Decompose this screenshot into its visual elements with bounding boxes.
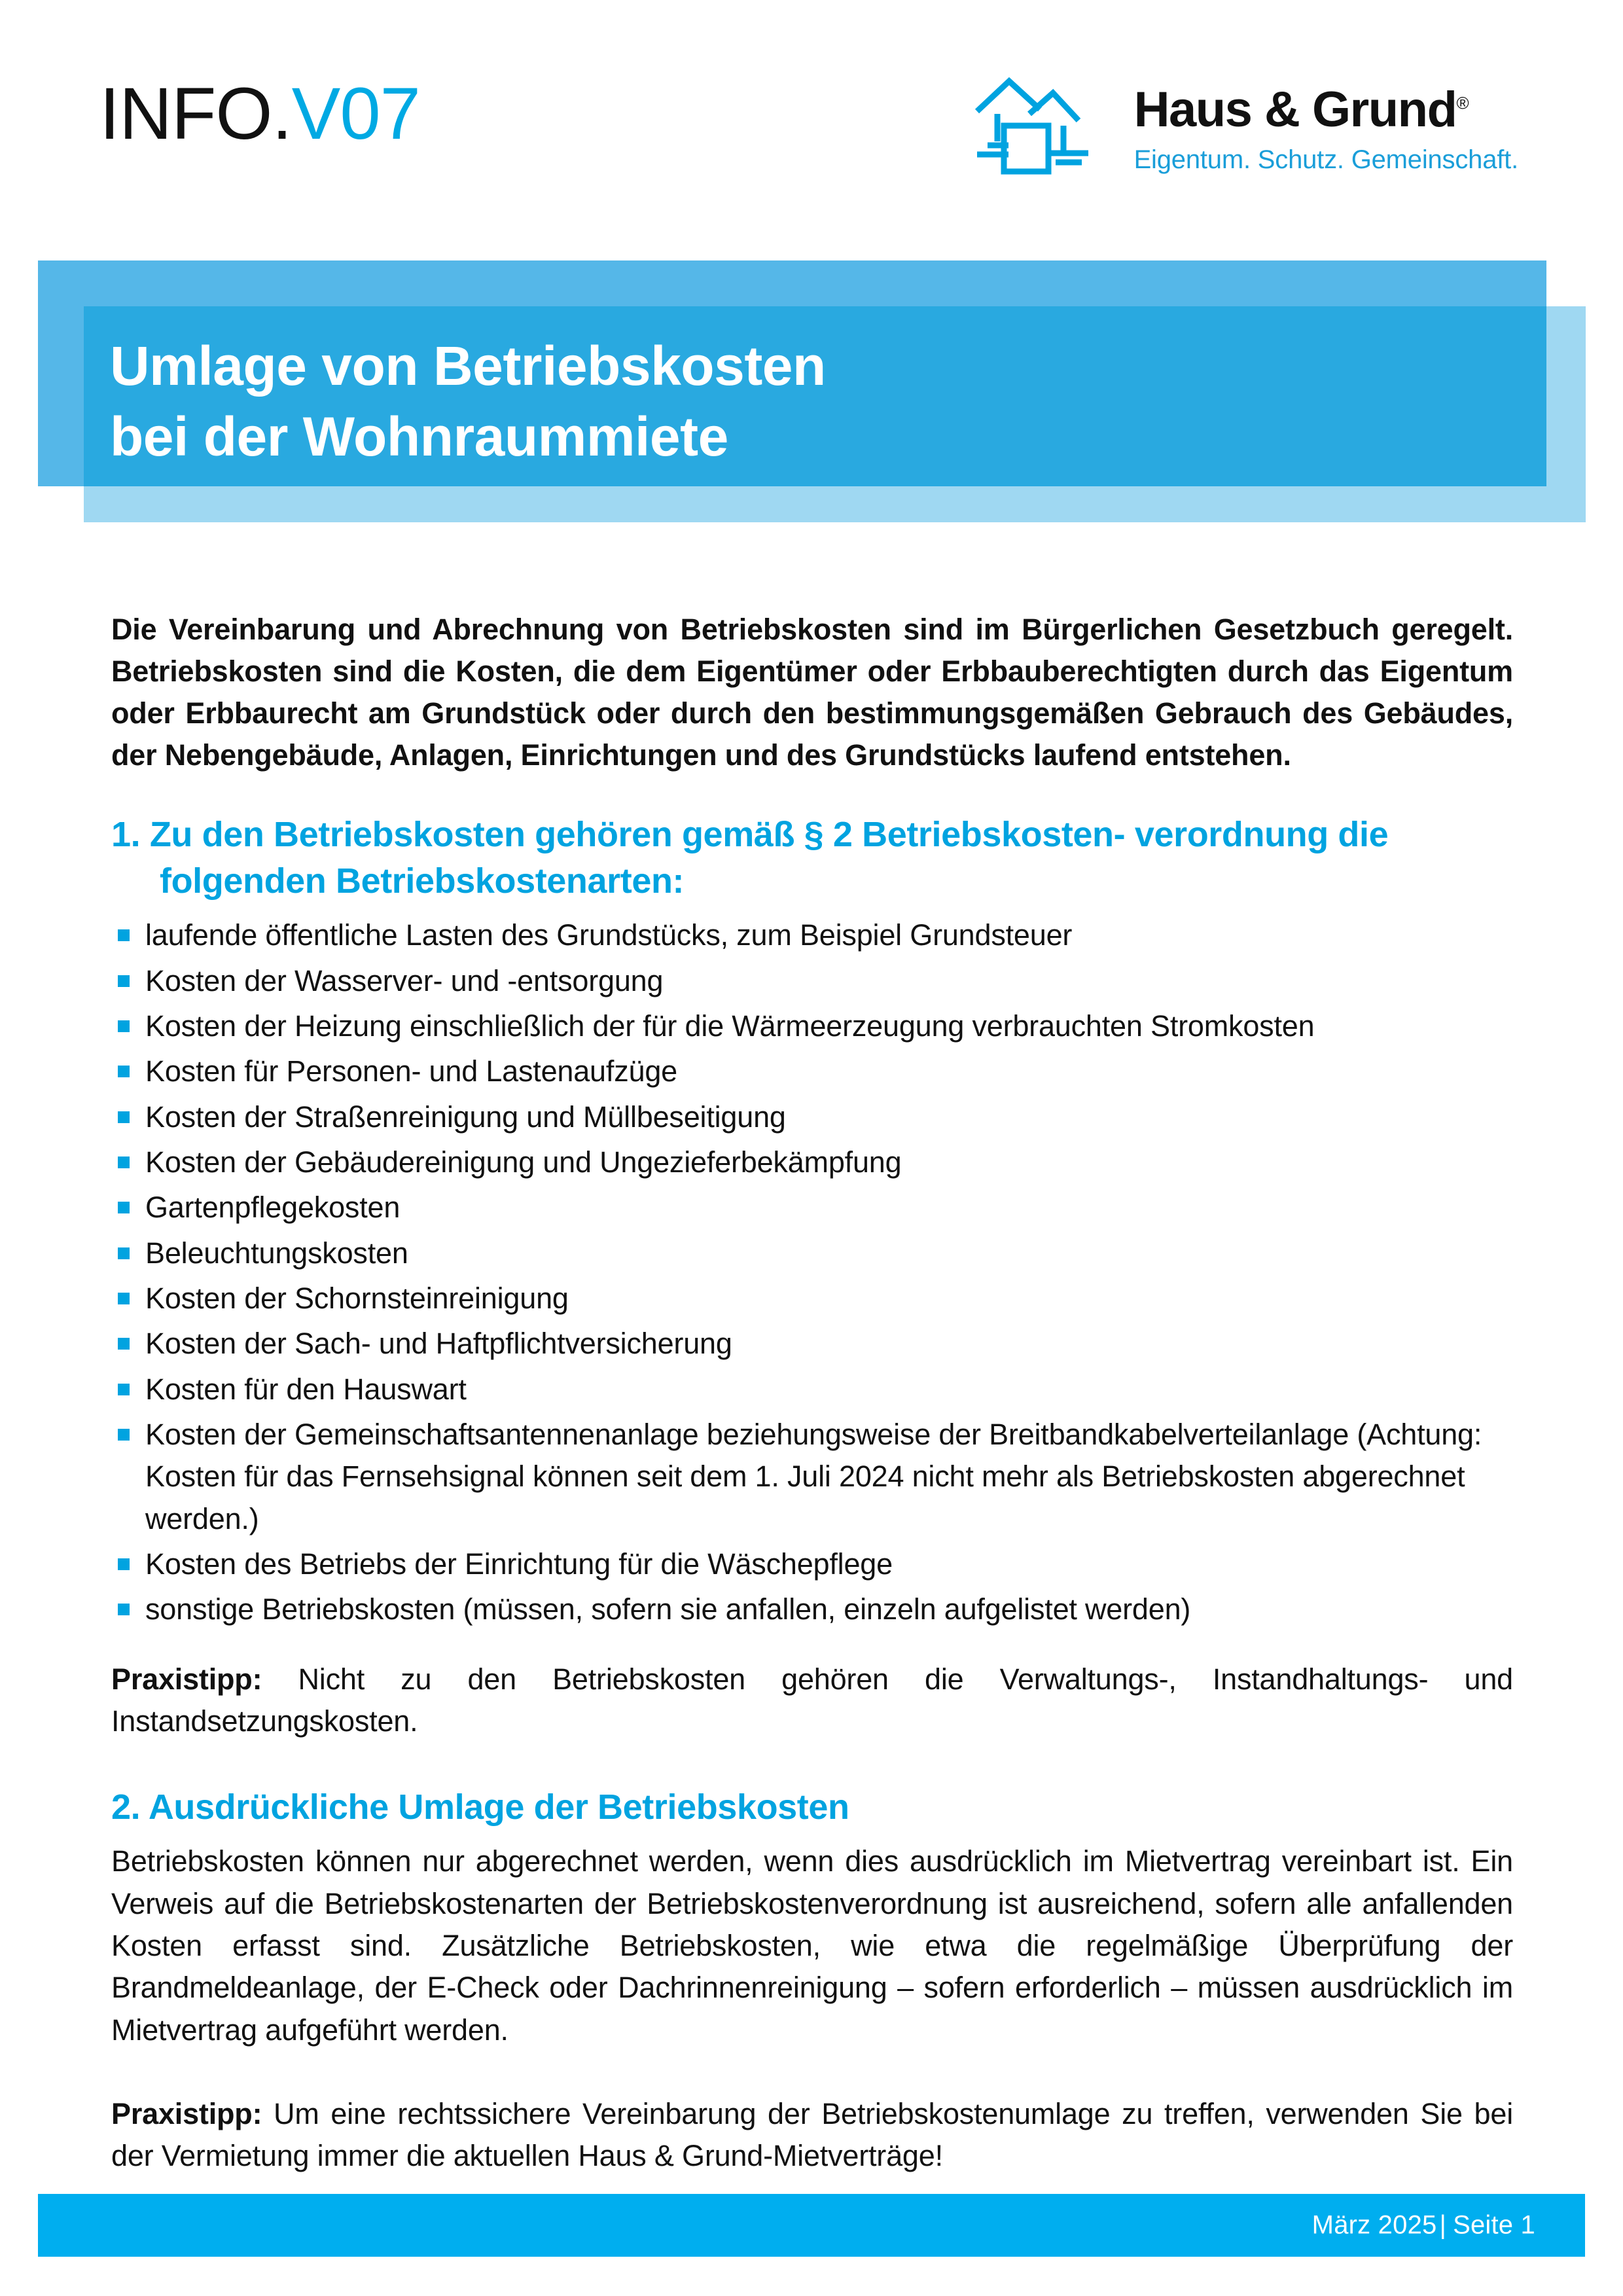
page-title: [99, 73, 420, 154]
list-item-label: Kosten der Schornsteinreinigung: [145, 1281, 569, 1315]
bullet-square-icon: [118, 1338, 130, 1350]
list-item-label: Kosten für den Hauswart: [145, 1372, 467, 1406]
section-1-heading-line1: 1. Zu den Betriebskosten gehören gemäß § 2 Betriebskosten-: [111, 814, 1126, 854]
brand-name-label: Haus & Grund: [1133, 82, 1457, 137]
bullet-square-icon: [118, 1558, 130, 1570]
bullet-square-icon: [118, 1202, 130, 1213]
list-item: [111, 1323, 1513, 1365]
praxistipp-text: Um eine rechtssichere Vereinbarung der Betriebskostenumlage zu treffen, verwenden Sie bei der Vermietung immer die aktuellen Haus & Grund-Mietverträge!: [111, 2096, 1513, 2173]
bullet-square-icon: [118, 1384, 130, 1395]
list-item: [111, 1096, 1513, 1138]
document-body: [111, 609, 1513, 2204]
section-1-heading: [111, 812, 1513, 906]
intro-paragraph: Die Vereinbarung und Abrechnung von Betriebskosten sind im Bürgerlichen Gesetzbuch geregelt. Betriebskosten sind die Kosten, die dem Eigentümer oder Erbbauberechtigten durch das Eigentum oder Erbbaurecht am Grundstück oder durch den bestimmungsgemäßen Gebrauch des Gebäudes, der Nebengebäude, Anlagen, Einrichtungen und des Grundstücks laufend entstehen.: [111, 613, 1513, 772]
two-houses-icon: [972, 75, 1109, 179]
section-2-heading: 2. Ausdrückliche Umlage der Betriebskosten: [111, 1787, 849, 1827]
brand-text-block: [1134, 71, 1518, 173]
list-item-label: Gartenpflegekosten: [145, 1191, 401, 1225]
banner-title-line1: Umlage von Betriebskosten: [110, 335, 826, 397]
section-2-praxistipp: [111, 2093, 1513, 2178]
list-item: [111, 1141, 1513, 1183]
brand-name: [1133, 82, 1518, 137]
bullet-square-icon: [118, 1157, 130, 1168]
page-footer: [38, 2194, 1585, 2257]
list-item: [111, 1414, 1513, 1540]
list-item: [111, 1232, 1513, 1274]
bullet-square-icon: [118, 1111, 130, 1123]
bullet-square-icon: [118, 929, 130, 941]
list-item: [111, 914, 1513, 956]
list-item-label: Kosten der Sach- und Haftpflichtversicherung: [145, 1327, 732, 1361]
bullet-square-icon: [118, 1066, 130, 1077]
list-item-label: Kosten der Gebäudereinigung und Ungezieferbekämpfung: [145, 1145, 902, 1179]
page-header: [0, 0, 1623, 236]
list-item: [111, 1278, 1513, 1319]
brand-claim: Eigentum. Schutz. Gemeinschaft.: [1133, 145, 1518, 174]
praxistipp-label: Praxistipp:: [111, 2096, 262, 2130]
registered-mark-icon: ®: [1456, 93, 1469, 113]
bullet-square-icon: [118, 1293, 130, 1304]
list-item-label: Kosten für Personen- und Lastenaufzüge: [145, 1054, 677, 1088]
section-1-praxistipp: [111, 1659, 1513, 1743]
praxistipp-text: Nicht zu den Betriebskosten gehören die Verwaltungs-, Instandhaltungs- und Instandsetzungskosten.: [111, 1662, 1513, 1738]
list-item-label: laufende öffentliche Lasten des Grundstücks, zum Beispiel Grundsteuer: [145, 918, 1073, 952]
footer-meta: [1312, 2211, 1535, 2240]
list-item: [111, 1369, 1513, 1410]
bullet-square-icon: [118, 1429, 130, 1441]
list-item-label: sonstige Betriebskosten (müssen, sofern sie anfallen, einzeln aufgelistet werden): [145, 1592, 1191, 1626]
banner-title: [110, 331, 1419, 472]
list-item: [111, 1588, 1513, 1630]
list-item: [111, 1050, 1513, 1092]
footer-date: März 2025: [1311, 2210, 1437, 2240]
list-item-label: Kosten der Straßenreinigung und Müllbeseitigung: [145, 1100, 786, 1134]
bullet-square-icon: [118, 975, 130, 987]
footer-separator: |: [1439, 2210, 1447, 2240]
footer-page-number: Seite 1: [1453, 2210, 1535, 2240]
list-item-label: Kosten der Heizung einschließlich der für die Wärmeerzeugung verbrauchten Stromkosten: [145, 1009, 1315, 1043]
list-item-label: Kosten der Wasserver- und -entsorgung: [145, 963, 664, 997]
brand-logo: [972, 71, 1518, 179]
title-banner: [0, 260, 1623, 522]
list-item: [111, 960, 1513, 1002]
page-title-suffix: V07: [291, 73, 420, 154]
bullet-square-icon: [118, 1247, 130, 1259]
section-1-heading-line2: verordnung die folgenden Betriebskostenarten:: [160, 814, 1389, 901]
bullet-square-icon: [118, 1604, 130, 1615]
list-item-label: Kosten des Betriebs der Einrichtung für die Wäschepflege: [145, 1547, 893, 1581]
page-title-prefix: INFO.: [99, 73, 292, 154]
praxistipp-label: Praxistipp:: [111, 1662, 262, 1696]
list-item-label: Beleuchtungskosten: [145, 1236, 408, 1270]
betriebskosten-list: [111, 914, 1513, 1631]
list-item: [111, 1543, 1513, 1585]
bullet-square-icon: [118, 1020, 130, 1032]
list-item: [111, 1005, 1513, 1047]
banner-title-line2: bei der Wohnraummiete: [110, 405, 728, 467]
list-item-label: Kosten der Gemeinschaftsantennenanlage beziehungsweise der Breitbandkabelverteilanlage (Achtung: Kosten für das Fernsehsignal können seit dem 1. Juli 2024 nicht mehr als Betriebskosten abgerechnet werden.): [145, 1417, 1482, 1535]
list-item: [111, 1187, 1513, 1229]
section-2-paragraph: Betriebskosten können nur abgerechnet werden, wenn dies ausdrücklich im Mietvertrag vereinbart ist. Ein Verweis auf die Betriebskostenarten der Betriebskostenverordnung ist ausreichend, sofern alle anfallenden Kosten erfasst sind. Zusätzliche Betriebskosten, wie etwa die regelmäßige Überprüfung der Brandmeldeanlage, der E-Check oder Dachrinnenreinigung – sofern erforderlich – müssen ausdrücklich im Mietvertrag aufgeführt werden.: [111, 1844, 1513, 2047]
